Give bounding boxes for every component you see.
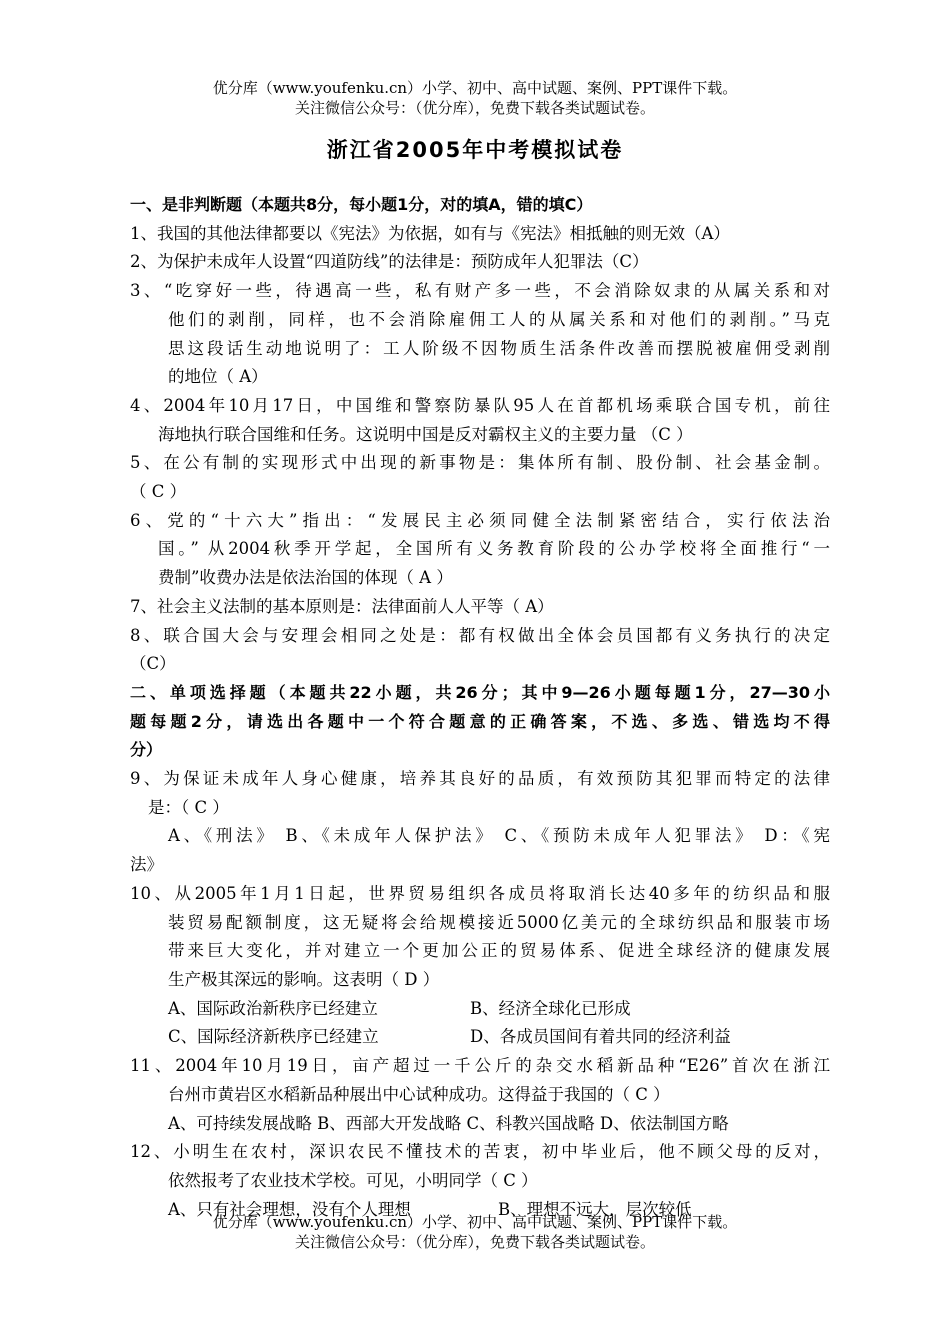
question-9-options-line-1: A、《刑法》 B、《未成年人保护法》 C、《预防未成年人犯罪法》 D：《宪 (168, 826, 830, 846)
question-6-line-1: 6、党的“十六大”指出：“发展民主必须同健全法制紧密结合，实行依法治 (130, 510, 830, 530)
question-12-line-2: 依然报考了农业技术学校。可见，小明同学（ C ） (168, 1170, 538, 1190)
question-6-line-2: 国。” 从2004秋季开学起，全国所有义务教育阶段的公办学校将全面推行“一 (158, 539, 830, 559)
question-10-option-d: D、各成员国间有着共同的经济利益 (470, 1027, 731, 1047)
question-12-option-b: B、理想不远大，层次较低 (498, 1199, 692, 1219)
section1-heading: 一、是非判断题（本题共8分，每小题1分，对的填A，错的填C） (130, 195, 593, 214)
question-9-line-2: 是：（ C ） (148, 797, 229, 817)
question-10-options-row-1 (130, 995, 830, 1024)
question-5-line-1: 5、在公有制的实现形式中出现的新事物是：集体所有制、股份制、社会基金制。 (130, 453, 830, 473)
section2-heading-line-3: 分） (130, 740, 163, 760)
question-10-options-row-2 (130, 1023, 830, 1052)
question-8-line-1: 8、联合国大会与安理会相同之处是：都有权做出全体会员国都有义务执行的决定 (130, 625, 830, 645)
question-10-option-b: B、经济全球化已形成 (470, 998, 631, 1018)
question-11-options: A、可持续发展战略 B、西部大开发战略 C、科教兴国战略 D、依法制国方略 (168, 1113, 729, 1133)
question-9-line-1: 9、为保证未成年人身心健康，培养其良好的品质，有效预防其犯罪而特定的法律 (130, 769, 830, 789)
question-4-line-1: 4、2004年10月17日，中国维和警察防暴队95人在首都机场乘联合国专机，前往 (130, 395, 830, 415)
exam-content (130, 191, 830, 1224)
footer-line-2: 关注微信公众号：（优分库），免费下载各类试题试卷。 (294, 1233, 655, 1251)
question-3-line-2: 他们的剥削，同样，也不会消除雇佣工人的从属关系和对他们的剥削。”马克 (168, 309, 830, 329)
question-10-line-4: 生产极其深远的影响。这表明（ D ） (168, 969, 440, 989)
page-title: 浙江省2005年中考模拟试卷 (326, 138, 624, 162)
question-10-line-3: 带来巨大变化，并对建立一个更加公正的贸易体系、促进全球经济的健康发展 (168, 941, 830, 961)
question-11-line-1: 11、2004年10月19日，亩产超过一千公斤的杂交水稻新品种“E26”首次在浙江 (130, 1056, 830, 1076)
question-8-line-2: （C） (130, 654, 176, 674)
question-9-options-line-2: 法》 (130, 855, 163, 875)
question-3-line-4: 的地位（ A） (168, 367, 268, 387)
question-10-line-1: 10、从2005年1月1日起，世界贸易组织各成员将取消长达40多年的纺织品和服 (130, 883, 830, 903)
question-11-line-2: 台州市黄岩区水稻新品种展出中心试种成功。这得益于我国的（ C ） (168, 1084, 670, 1104)
question-6-line-3: 费制”收费办法是依法治国的体现（ A ） (158, 568, 453, 588)
question-10-option-c: C、国际经济新秩序已经建立 (168, 1027, 379, 1047)
footer-line-1: 优分库（www.youfenku.cn）小学、初中、高中试题、案例、PPT课件下载。 (212, 1213, 738, 1231)
question-5-line-2: （ C ） (130, 482, 187, 502)
question-7: 7、社会主义法制的基本原则是：法律面前人人平等（ A） (130, 596, 554, 616)
question-4-line-2: 海地执行联合国维和任务。这说明中国是反对霸权主义的主要力量 （C ） (158, 424, 693, 444)
question-2: 2、为保护未成年人设置“四道防线”的法律是：预防成年人犯罪法（C） (130, 252, 649, 272)
question-10-option-a: A、国际政治新秩序已经建立 (168, 998, 378, 1018)
header-line-1: 优分库（www.youfenku.cn）小学、初中、高中试题、案例、PPT课件下载。 (212, 79, 738, 97)
question-12-line-1: 12、小明生在农村，深识农民不懂技术的苦衷，初中毕业后，他不顾父母的反对， (130, 1142, 830, 1162)
question-3-line-1: 3、“吃穿好一些，待遇高一些，私有财产多一些，不会消除奴隶的从属关系和对 (130, 281, 830, 301)
question-10-line-2: 装贸易配额制度，这无疑将会给规模接近5000亿美元的全球纺织品和服装市场 (168, 912, 830, 932)
question-3-line-3: 思这段话生动地说明了：工人阶级不因物质生活条件改善而摆脱被雇佣受剥削 (168, 338, 830, 358)
question-1: 1、我国的其他法律都要以《宪法》为依据，如有与《宪法》相抵触的则无效（A） (130, 223, 730, 243)
header-line-2: 关注微信公众号：（优分库），免费下载各类试题试卷。 (294, 99, 655, 117)
question-12-option-a: A、只有社会理想，没有个人理想 (168, 1199, 411, 1219)
section2-heading-line-1: 二、单项选择题（本题共22小题，共26分；其中9—26小题每题1分，27—30小 (130, 682, 830, 702)
section2-heading-line-2: 题每题2分，请选出各题中一个符合题意的正确答案，不选、多选、错选均不得 (130, 711, 830, 731)
